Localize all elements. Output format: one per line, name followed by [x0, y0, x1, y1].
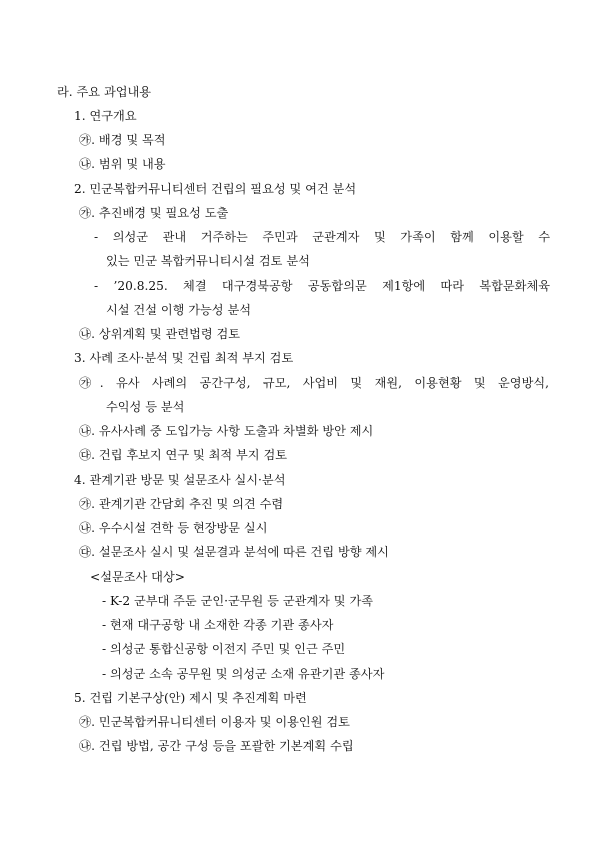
item-3-sub-a-cont: 수익성 등 분석 [106, 400, 185, 414]
item-3-heading: 3. 사례 조사·분석 및 건립 최적 부지 검토 [74, 351, 294, 365]
item-4-sub-a: ㉮. 관계기관 간담회 추진 및 의견 수렴 [79, 497, 284, 511]
item-2-bullet-2: - ’20.8.25. 체결 대구경북공항 공동합의문 제1항에 따라 복합문화체육 [94, 279, 550, 293]
item-2-bullet-1: - 의성군 관내 거주하는 주민과 군관계자 및 가족이 함께 이용할 수 [94, 230, 550, 244]
survey-target-2: - 현재 대구공항 내 소재한 각종 기관 종사자 [102, 618, 334, 632]
item-3-sub-a: ㉮. 유사 사례의 공간구성, 규모, 사업비 및 재원, 이용현황 및 운영방식, [79, 376, 549, 390]
item-3-sub-c: ㉰. 건립 후보지 연구 및 최적 부지 검토 [79, 448, 288, 462]
item-1-sub-a: ㉮. 배경 및 목적 [79, 133, 166, 147]
survey-target-3: - 의성군 통합신공항 이전지 주민 및 인근 주민 [102, 642, 346, 656]
item-2-sub-a: ㉮. 추진배경 및 필요성 도출 [79, 206, 229, 220]
item-5-heading: 5. 건립 기본구상(안) 제시 및 추진계획 마련 [74, 691, 307, 705]
survey-target-1: - K-2 군부대 주둔 군인·군무원 등 군관계자 및 가족 [102, 594, 373, 608]
item-5-sub-b: ㉯. 건립 방법, 공간 구성 등을 포괄한 기본계획 수립 [79, 739, 354, 753]
item-2-bullet-1-cont: 있는 민군 복합커뮤니티시설 검토 분석 [106, 254, 310, 268]
item-2-sub-b: ㉯. 상위계획 및 관련법령 검토 [79, 327, 241, 341]
item-2-bullet-2-cont: 시설 건설 이행 가능성 분석 [106, 303, 252, 317]
item-1-heading: 1. 연구개요 [74, 109, 137, 123]
item-4-sub-b: ㉯. 우수시설 견학 등 현장방문 실시 [79, 521, 268, 535]
item-3-sub-b: ㉯. 유사사례 중 도입가능 사항 도출과 차별화 방안 제시 [79, 424, 374, 438]
survey-target-label: <설문조사 대상> [90, 570, 185, 584]
item-2-heading: 2. 민군복합커뮤니티센터 건립의 필요성 및 여건 분석 [74, 182, 357, 196]
survey-target-4: - 의성군 소속 공무원 및 의성군 소재 유관기관 종사자 [102, 667, 385, 681]
item-4-heading: 4. 관계기관 방문 및 설문조사 실시·분석 [74, 473, 286, 487]
item-1-sub-b: ㉯. 범위 및 내용 [79, 157, 166, 171]
section-heading: 라. 주요 과업내용 [57, 85, 152, 99]
item-4-sub-c: ㉰. 설문조사 실시 및 설문결과 분석에 따른 건립 방향 제시 [79, 545, 389, 559]
item-5-sub-a: ㉮. 민군복합커뮤니티센터 이용자 및 이용인원 검토 [79, 715, 350, 729]
